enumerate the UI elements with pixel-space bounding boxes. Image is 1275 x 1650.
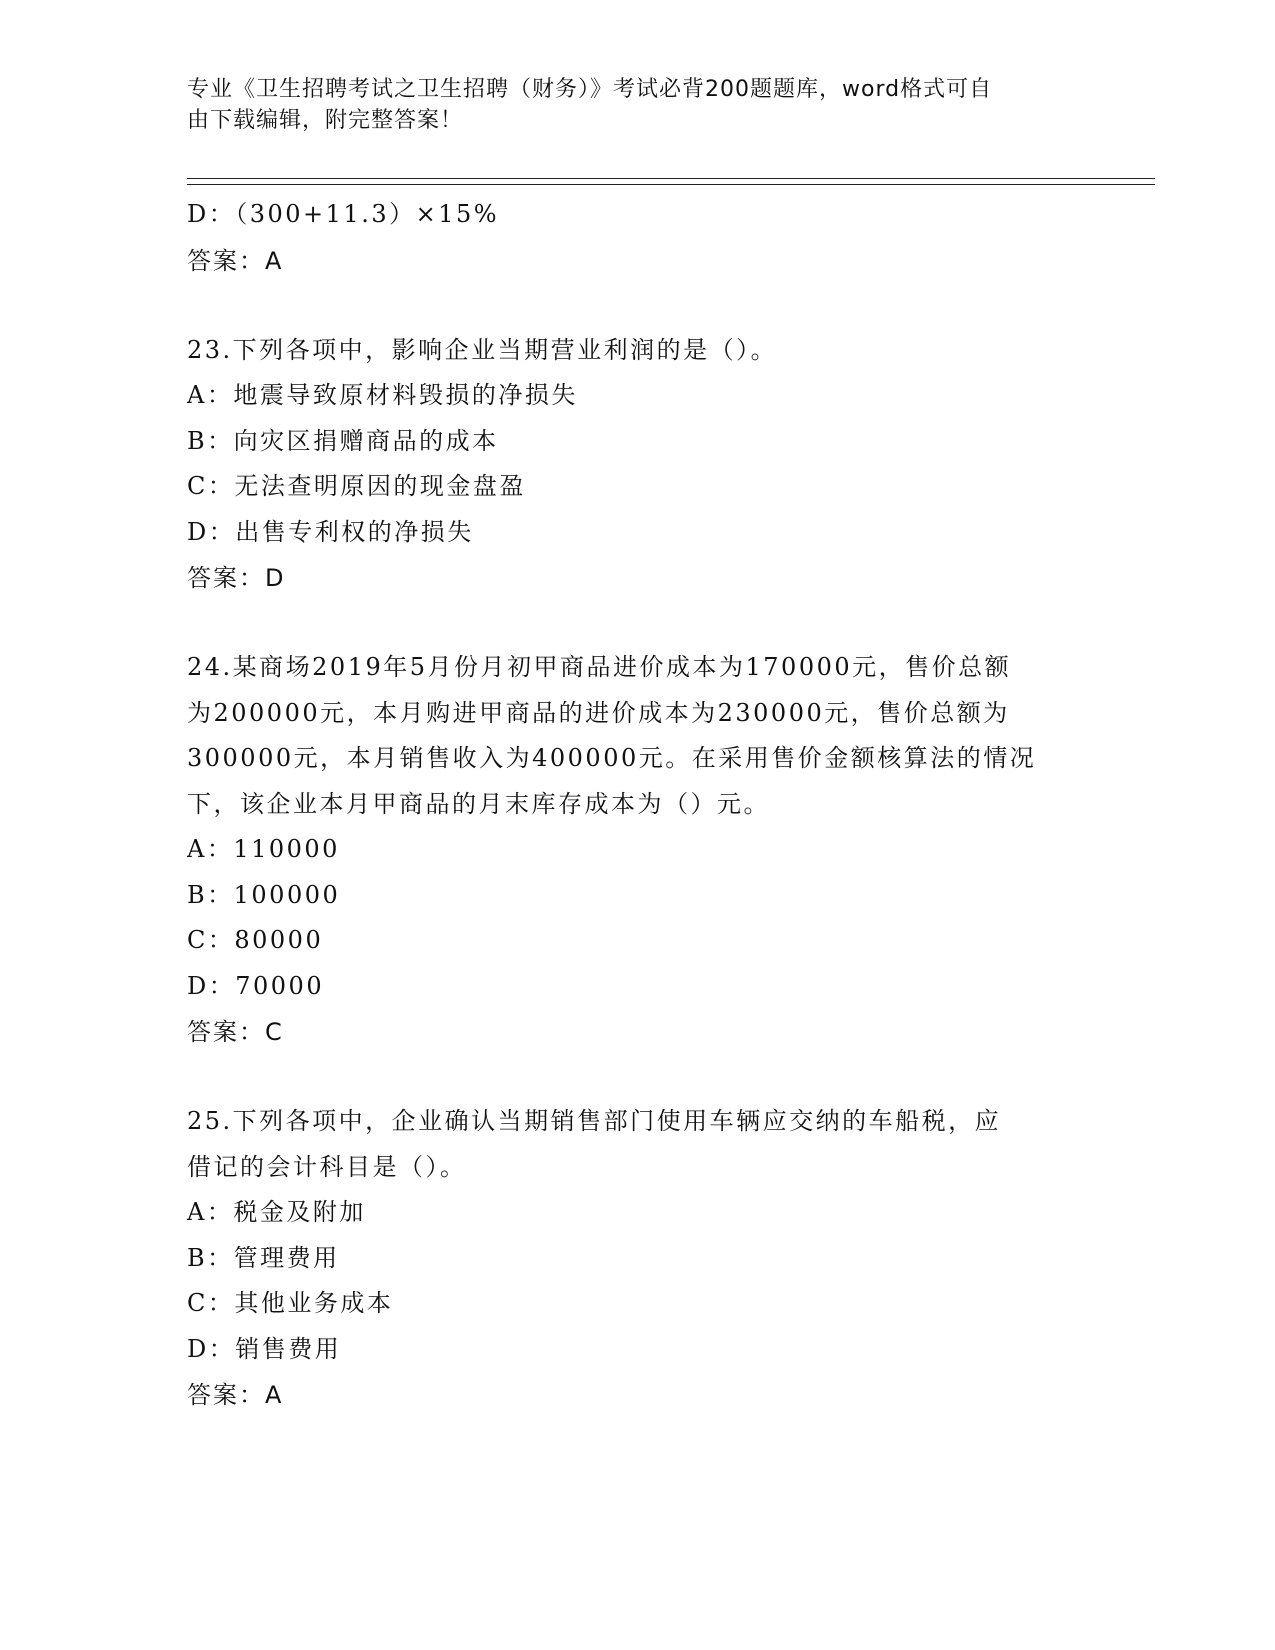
option-a: A：110000 — [187, 835, 340, 863]
answer-line: 答案：C — [187, 1018, 284, 1046]
option-a: A：税金及附加 — [187, 1198, 366, 1226]
option-c: C：无法查明原因的现金盘盈 — [187, 472, 526, 500]
question-24 — [187, 645, 1087, 1055]
document-header — [187, 74, 1067, 136]
header-line-2: 由下载编辑，附完整答案！ — [187, 108, 464, 133]
option-d: D：出售专利权的净损失 — [187, 517, 474, 546]
option-b: B：100000 — [187, 880, 341, 909]
header-rule-top — [187, 178, 1155, 179]
question-stem-line: 下，该企业本月甲商品的月末库存成本为（）元。 — [187, 789, 770, 818]
answer-line: 答案：A — [187, 246, 284, 275]
option-d: D：70000 — [187, 971, 325, 1000]
header-rule-bottom — [187, 184, 1155, 185]
option-c: C：其他业务成本 — [187, 1289, 394, 1317]
question-stem-line: 为200000元，本月购进甲商品的进价成本为230000元，售价总额为 — [187, 698, 1010, 727]
option-b: B：管理费用 — [187, 1243, 340, 1272]
question-25 — [187, 1099, 1087, 1418]
option-d: D：（300+11.3）×15% — [187, 200, 500, 228]
option-a: A：地震导致原材料毁损的净损失 — [187, 381, 578, 409]
answer-line: 答案：D — [187, 564, 286, 592]
option-d: D：销售费用 — [187, 1334, 342, 1363]
prev-question-block — [187, 192, 1087, 284]
option-c: C：80000 — [187, 926, 324, 954]
option-b: B：向灾区捐赠商品的成本 — [187, 426, 499, 455]
question-stem: 23.下列各项中，影响企业当期营业利润的是（）。 — [187, 335, 778, 364]
header-line-1: 专业《卫生招聘考试之卫生招聘（财务）》考试必背200题题库，word格式可自 — [187, 77, 993, 102]
answer-line: 答案：A — [187, 1381, 284, 1409]
question-stem-line: 借记的会计科目是（）。 — [187, 1152, 467, 1181]
question-stem-line: 300000元，本月销售收入为400000元。在采用售价金额核算法的情况 — [187, 744, 1037, 772]
question-stem-line: 24.某商场2019年5月份月初甲商品进价成本为170000元，售价总额 — [187, 653, 1012, 681]
question-23 — [187, 328, 1087, 602]
question-stem-line: 25.下列各项中，企业确认当期销售部门使用车辆应交纳的车船税，应 — [187, 1107, 1002, 1135]
page-content — [187, 192, 1087, 1418]
